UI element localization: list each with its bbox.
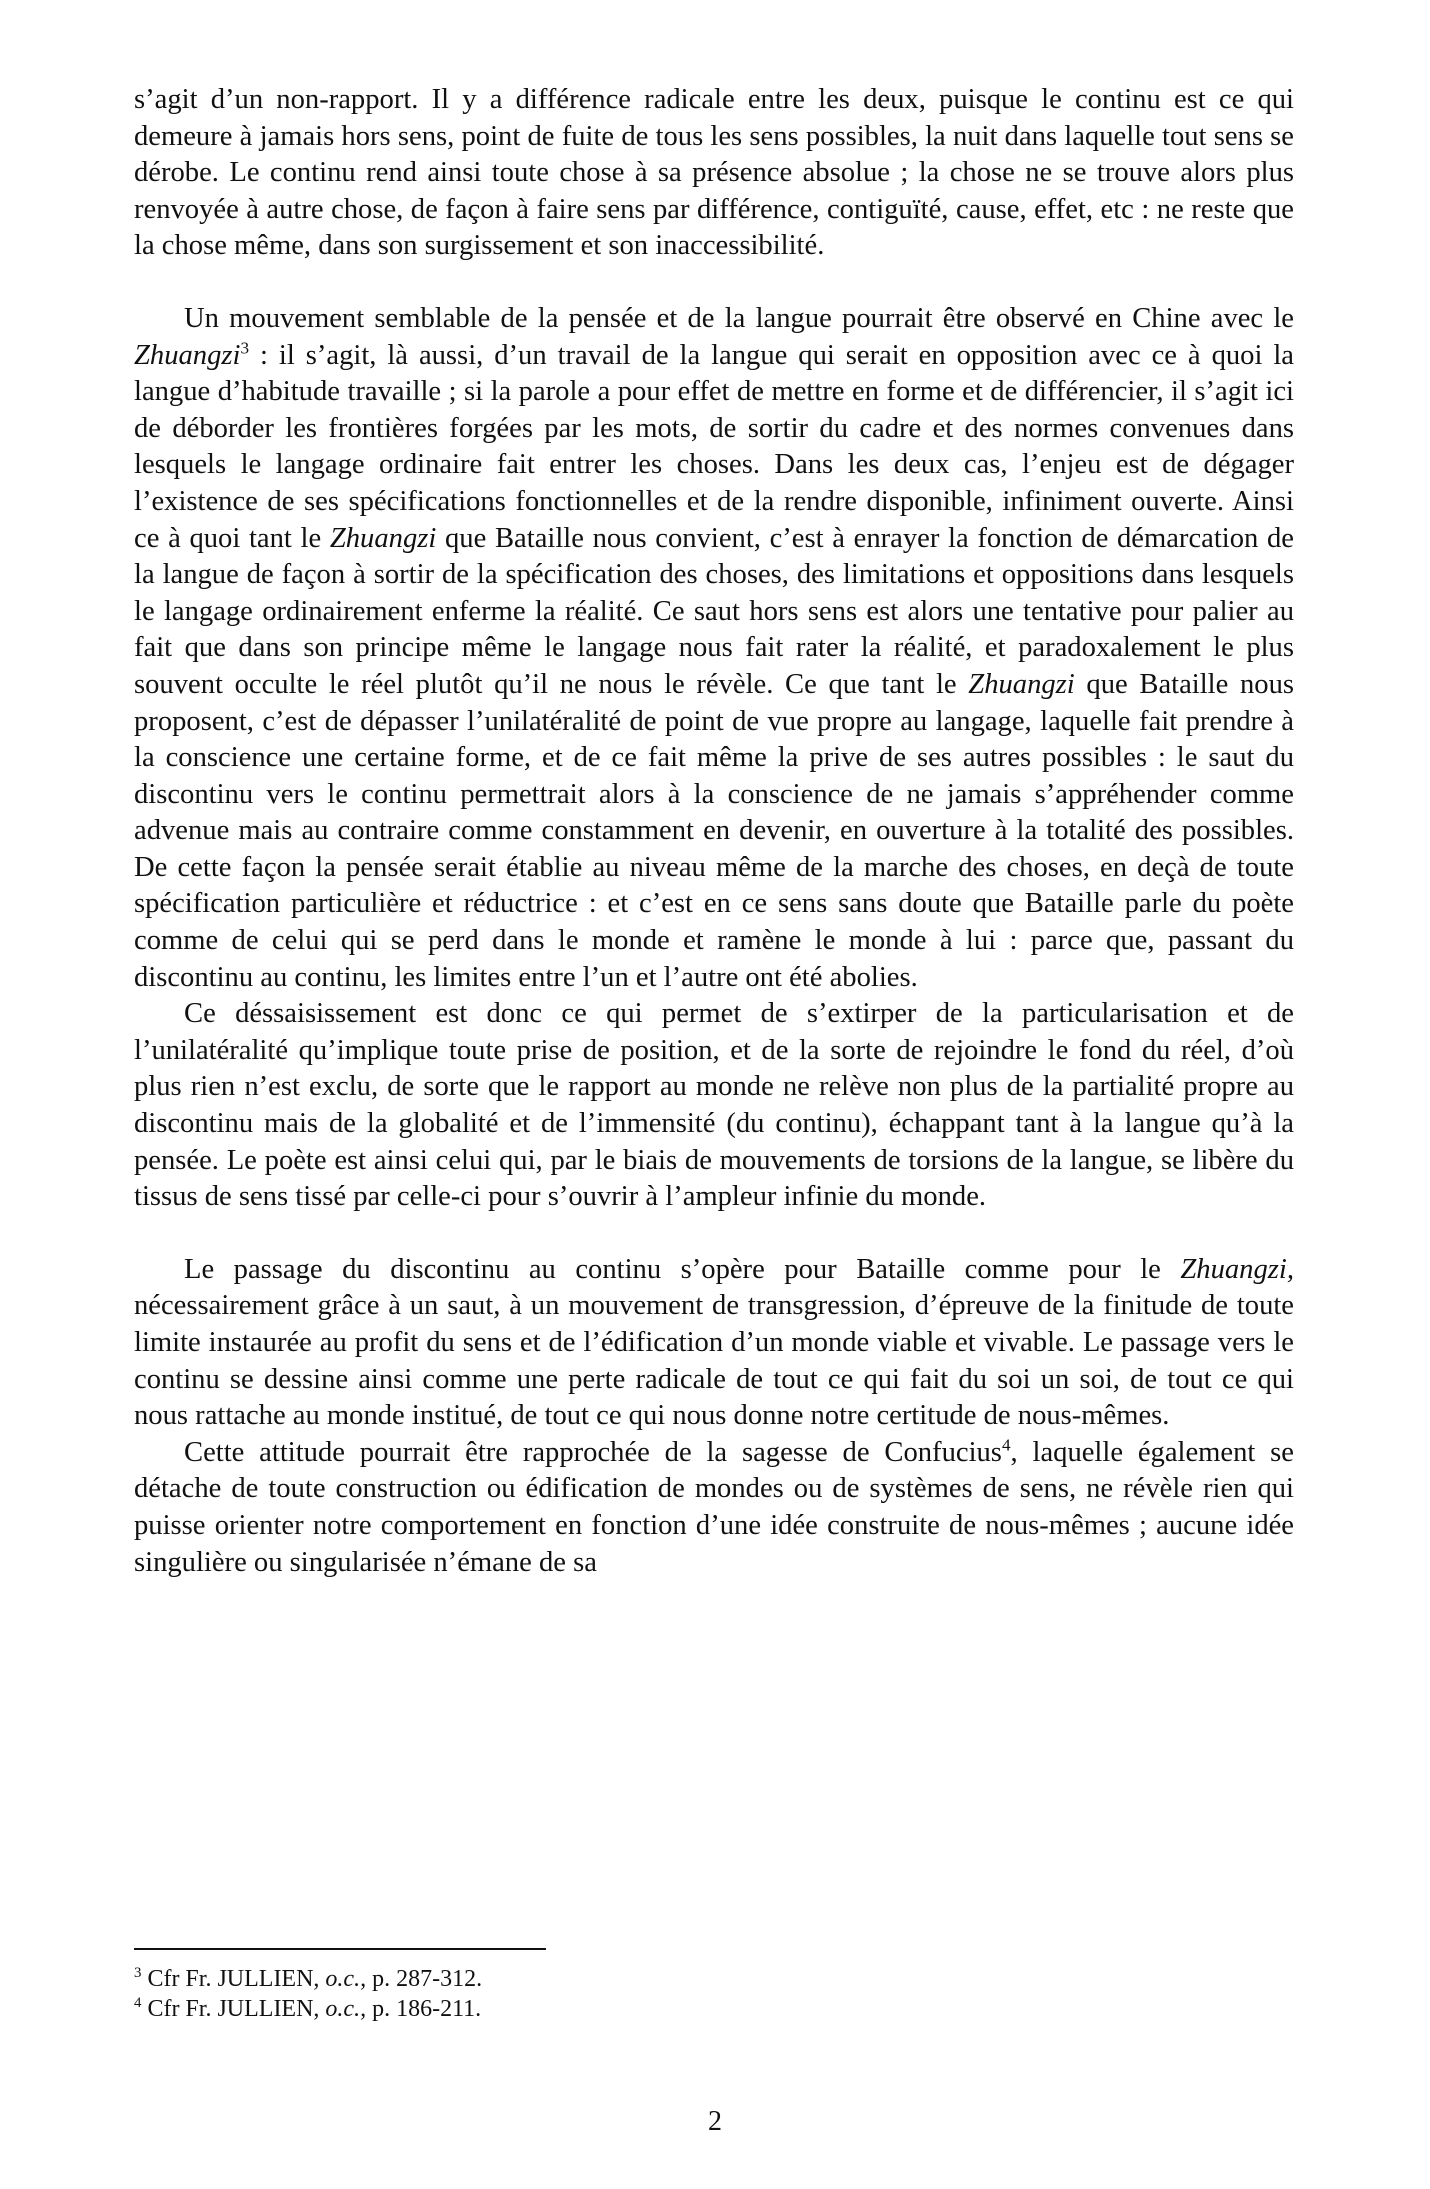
- footnote-separator: [134, 1948, 546, 1950]
- footnote-citation-abbrev: o.c.,: [325, 1996, 367, 2022]
- footnote-number: 3: [134, 1965, 142, 1981]
- footnote-text: Cfr Fr. JULLIEN,: [147, 1996, 326, 2022]
- paragraph-text: : il s’agit, là aussi, d’un travail de la langue qui serait en opposition avec ce à quoi la langue d’habitude travaille ; si la parole a pour effet de mettre en forme et de différencier, il s’agit ici de déborder les frontières forgées par les mots, de sortir du cadre et des normes convenues dans lesquels le langage ordinaire fait entrer les choses. Dans les deux cas, l’enjeu est de dégager l’existence de ses spécifications fonctionnelles et de la rendre disponible, infiniment ouverte. Ainsi ce à quoi tant le: [134, 339, 1294, 554]
- footnote-citation-abbrev: o.c.,: [325, 1966, 367, 1992]
- paragraph-text: s’agit d’un non-rapport. Il y a différence radicale entre les deux, puisque le continu est ce qui demeure à jamais hors sens, point de fuite de tous les sens possibles, la nuit dans laquelle tout sens se dérobe. Le continu rend ainsi toute chose à sa présence absolue ; la chose ne se trouve alors plus renvoyée à autre chose, de façon à faire sens par différence, contiguïté, cause, effet, etc : ne reste que la chose même, dans son surgissement et son inaccessibilité.: [134, 84, 1294, 262]
- paragraph-text: que Bataille nous proposent, c’est de dépasser l’unilatéralité de point de vue propre au langage, laquelle fait prendre à la conscience une certaine forme, et de ce fait même la prive de ses autres possibles : le saut du discontinu vers le continu permettrait alors à la conscience de ne jamais s’appréhender comme advenue mais au contraire comme constamment en devenir, en ouverture à la totalité des possibles. De cette façon la pensée serait établie au niveau même de la marche des choses, en deçà de toute spécification particulière et réductrice : et c’est en ce sens sans doute que Bataille parle du poète comme de celui qui se perd dans le monde et ramène le monde à lui : parce que, passant du discontinu au continu, les limites entre l’un et l’autre ont été abolies.: [134, 668, 1295, 993]
- footnote-3: [134, 1964, 1294, 1994]
- footnote-4: [134, 1994, 1294, 2024]
- footnote-reference: 3: [240, 338, 250, 358]
- italic-title: Zhuangzi: [968, 668, 1075, 700]
- footnotes: [134, 1964, 1294, 2024]
- body-paragraph: [134, 1252, 1294, 1435]
- body-paragraph: [134, 1435, 1294, 1581]
- page-number: 2: [708, 2106, 722, 2137]
- paragraph-text: Ce déssaisissement est donc ce qui permet de s’extirper de la particularisation et de l’unilatéralité qu’implique toute prise de position, et de la sorte de rejoindre le fond du réel, d’où plus rien n’est exclu, de sorte que le rapport au monde ne relève non plus de la partialité propre au discontinu mais de la globalité et de l’immensité (du continu), échappant tant à la langue qu’à la pensée. Le poète est ainsi celui qui, par le biais de mouvements de torsions de la langue, se libère du tissus de sens tissé par celle-ci pour s’ouvrir à l’ampleur infinie du monde.: [134, 998, 1294, 1213]
- footnote-pages: p. 287-312.: [366, 1966, 483, 1992]
- paragraph-text: Cette attitude pourrait être rapprochée de la sagesse de Confucius: [184, 1436, 1002, 1468]
- italic-title: Zhuangzi,: [1180, 1253, 1294, 1285]
- paragraph-text: Un mouvement semblable de la pensée et de la langue pourrait être observé en Chine avec le: [184, 302, 1294, 334]
- italic-title: Zhuangzi: [134, 339, 241, 371]
- footnote-reference: 4: [1001, 1435, 1011, 1455]
- footnote-pages: p. 186-211.: [366, 1996, 482, 2022]
- paragraph-text: , laquelle également se détache de toute construction ou édification de mondes ou de systèmes de sens, ne révèle rien qui puisse orienter notre comportement en fonction d’une idée construite de nous-mêmes ; aucune idée singulière ou singularisée n’émane de sa: [134, 1436, 1294, 1578]
- paragraph-container: [134, 82, 1294, 1581]
- paragraph-text: nécessairement grâce à un saut, à un mouvement de transgression, d’épreuve de la finitude de toute limite instaurée au profit du sens et de l’édification d’un monde viable et vivable. Le passage vers le continu se dessine ainsi comme une perte radicale de tout ce qui fait du soi un soi, de tout ce qui nous rattache au monde institué, de tout ce qui nous donne notre certitude de nous-mêmes.: [134, 1290, 1294, 1432]
- paragraph-text: Le passage du discontinu au continu s’opère pour Bataille comme pour le: [184, 1253, 1181, 1285]
- body-paragraph: [134, 996, 1294, 1216]
- footnote-text: Cfr Fr. JULLIEN,: [147, 1966, 326, 1992]
- body-paragraph: [134, 301, 1294, 996]
- footnote-number: 4: [134, 1995, 142, 2011]
- document-body: [134, 82, 1294, 1581]
- italic-title: Zhuangzi: [329, 522, 437, 554]
- paragraph-text: que Bataille nous convient, c’est à enrayer la fonction de démarcation de la langue de façon à sortir de la spécification des choses, des limitations et oppositions dans lesquels le langage ordinairement enferme la réalité. Ce saut hors sens est alors une tentative pour palier au fait que dans son principe même le langage nous fait rater la réalité, et paradoxalement le plus souvent occulte le réel plutôt qu’il ne nous le révèle. Ce que tant le: [134, 522, 1294, 700]
- body-paragraph: [134, 82, 1294, 265]
